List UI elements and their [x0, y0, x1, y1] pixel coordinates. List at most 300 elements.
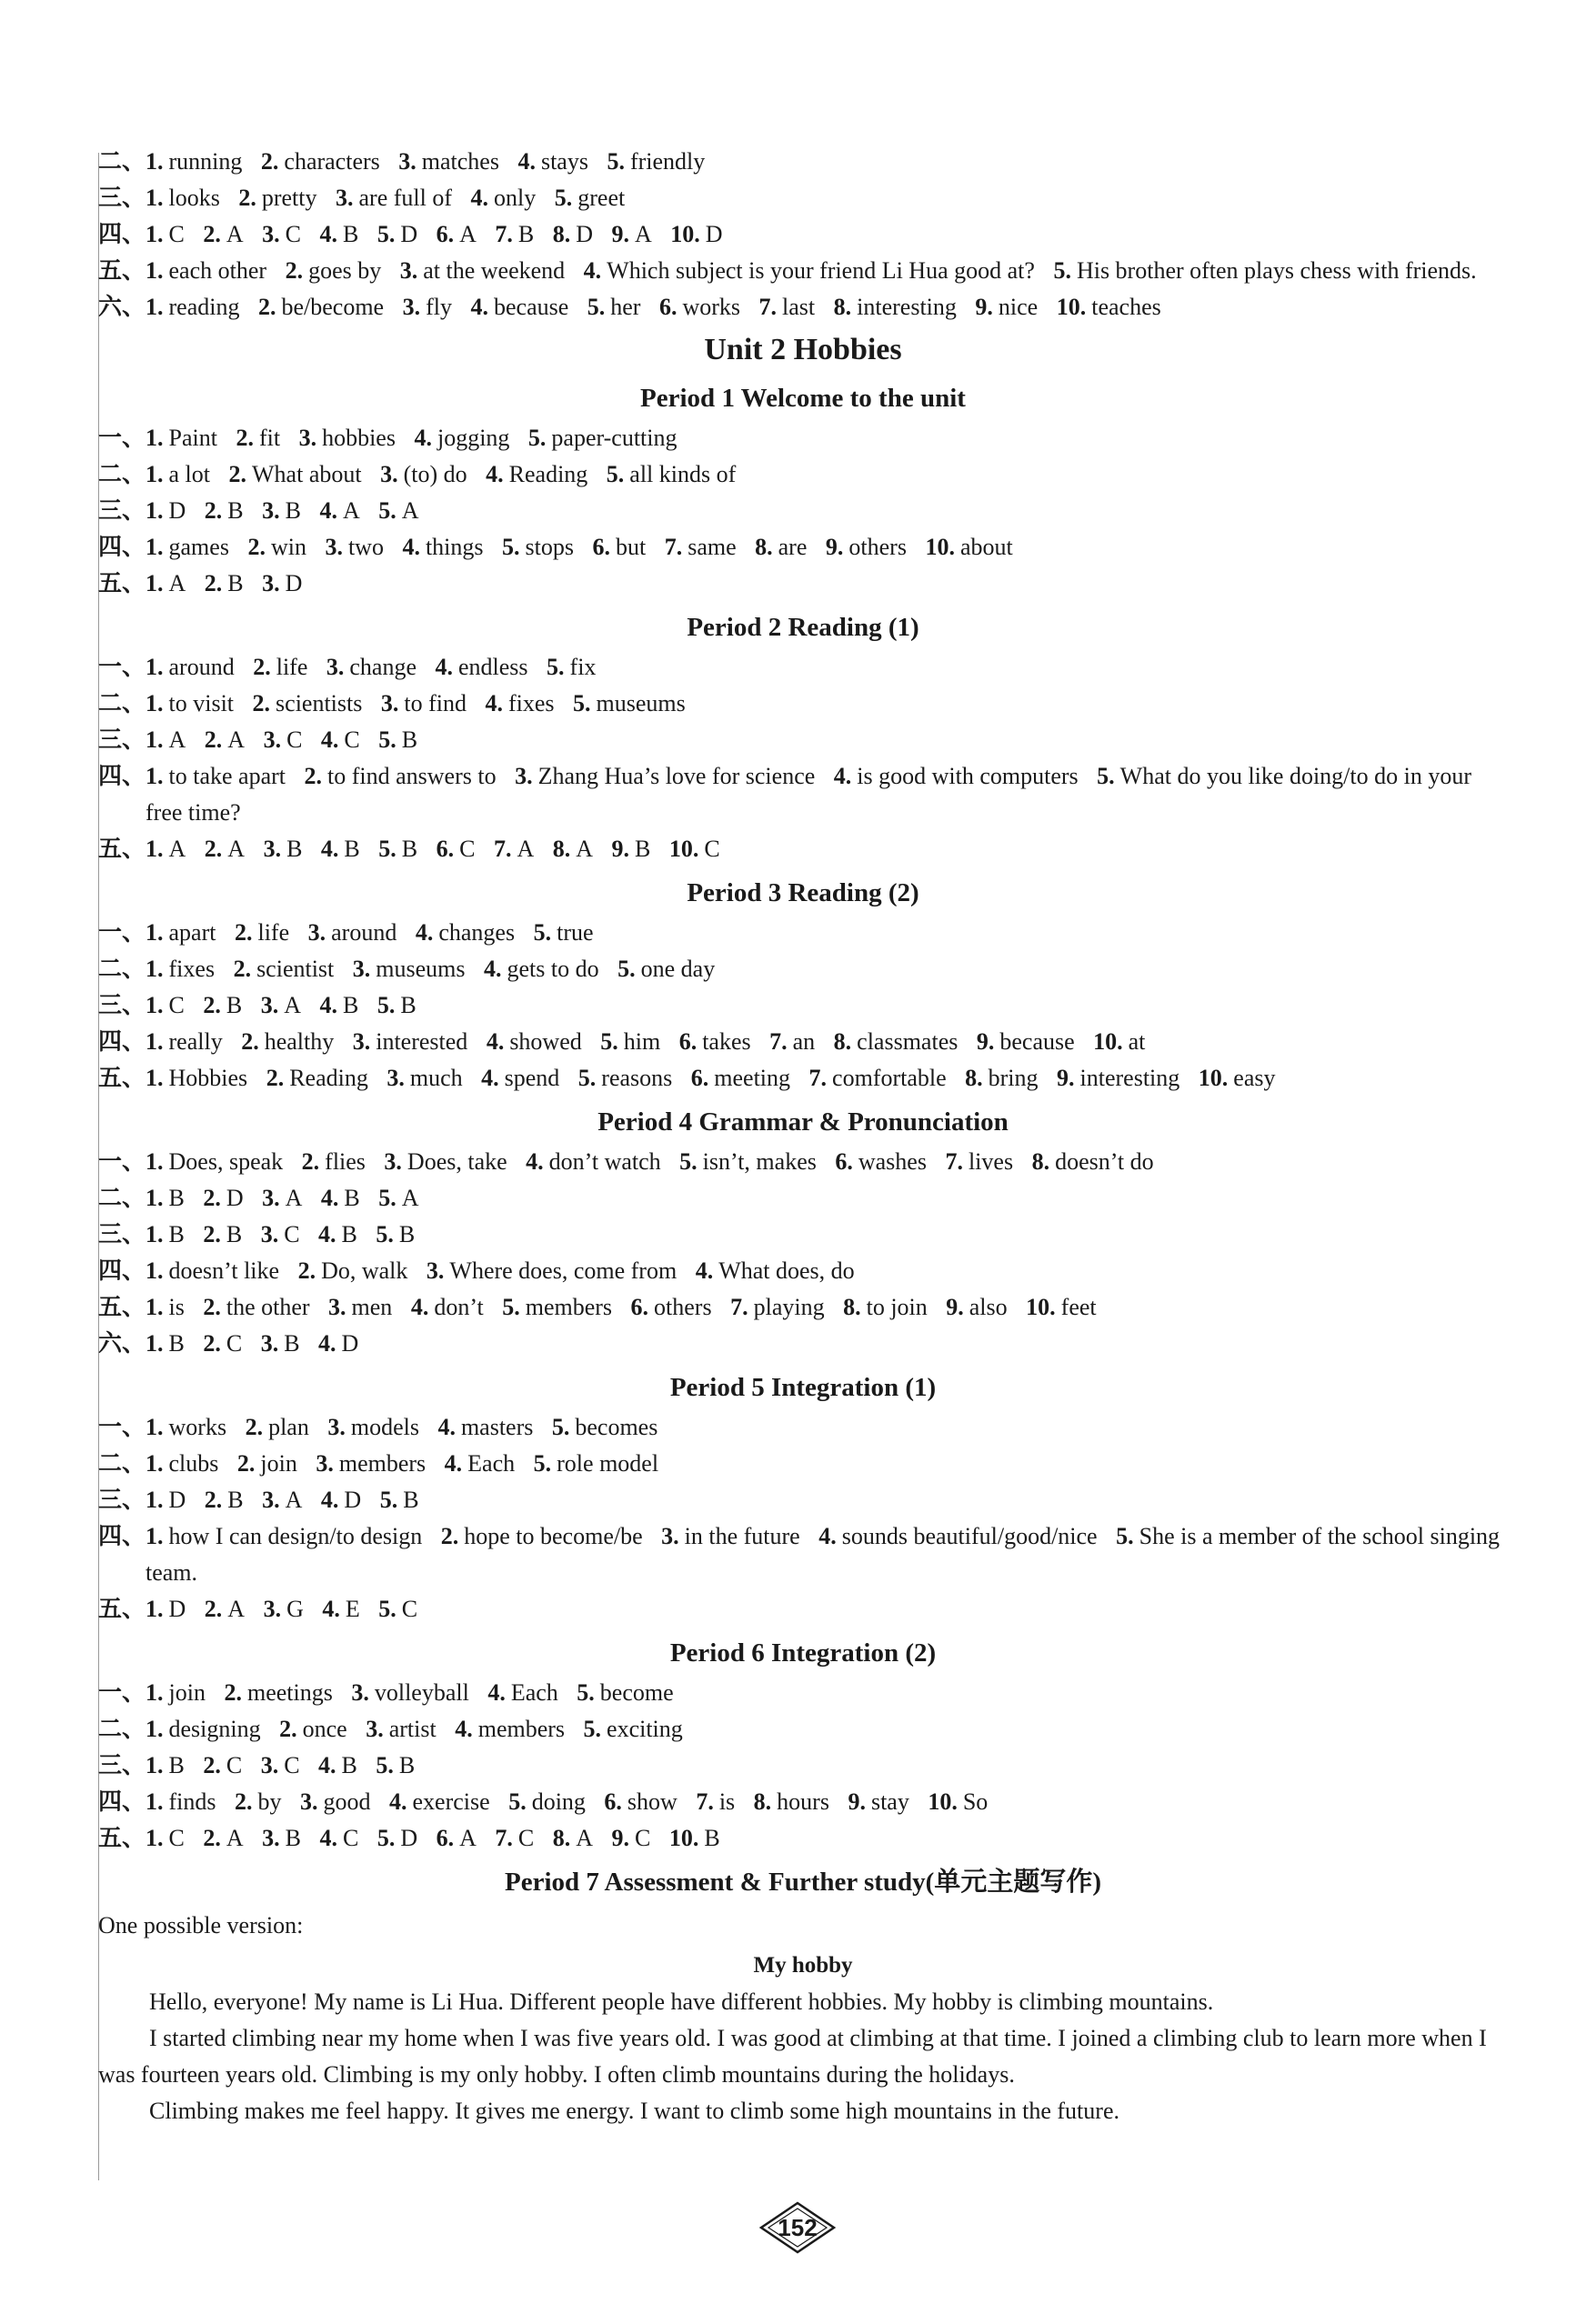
answer-item [416, 919, 515, 946]
answer-item [229, 461, 362, 487]
question-number: 10. [670, 221, 700, 247]
answer-text: A [227, 836, 246, 862]
question-number: 4. [485, 690, 503, 716]
question-number: 3. [316, 1450, 334, 1477]
question-number: 6. [658, 294, 678, 320]
answer-text: apart [168, 919, 216, 946]
answer-item [146, 690, 234, 716]
answer-item [826, 534, 907, 560]
question-number: 4. [486, 461, 504, 487]
answer-item [755, 534, 807, 560]
answer-item [378, 1185, 418, 1211]
answer-text: B [403, 1487, 419, 1513]
answer-item [264, 836, 303, 862]
answer-item [146, 1065, 247, 1091]
question-number: 4. [318, 1221, 336, 1247]
answer-text: showed [509, 1028, 582, 1055]
answer-text: A [459, 221, 477, 247]
question-number: 2. [297, 1257, 316, 1284]
question-number: 5. [617, 956, 636, 982]
answer-item [547, 654, 596, 680]
question-number: 1. [146, 956, 164, 982]
question-number: 4. [415, 919, 434, 946]
question-number: 4. [470, 294, 488, 320]
question-number: 6. [592, 534, 610, 560]
question-number: 1. [146, 221, 164, 247]
answer-text: only [494, 185, 537, 211]
question-number: 3. [260, 1752, 279, 1778]
answer-item [351, 1679, 468, 1706]
question-number: 2. [279, 1716, 297, 1742]
answer-item [400, 257, 565, 284]
question-number: 3. [262, 570, 280, 596]
answer-text: A [168, 570, 186, 596]
question-number: 8. [965, 1065, 983, 1091]
answer-item [669, 836, 720, 862]
answer-text: masters [460, 1414, 534, 1440]
answer-text: show [627, 1788, 678, 1815]
answer-line [98, 1217, 1508, 1253]
question-number: 9. [976, 1028, 995, 1055]
answer-text: meeting [714, 1065, 791, 1091]
question-number: 3. [366, 1716, 384, 1742]
answer-item [205, 497, 244, 524]
answer-item [302, 1148, 366, 1175]
answer-item [487, 1679, 557, 1706]
answer-text: What do you like doing/to do in your free time? [146, 763, 1471, 826]
answer-text: men [351, 1294, 393, 1320]
section-marker: 四、 [98, 1028, 146, 1055]
answer-text: D [285, 570, 303, 596]
section-marker: 四、 [98, 534, 146, 560]
answer-item [437, 221, 477, 247]
answer-item [146, 148, 242, 175]
answer-item [376, 1221, 415, 1247]
answer-text: B [398, 1752, 416, 1778]
question-number: 5. [378, 836, 396, 862]
answer-text: join [168, 1679, 206, 1706]
answer-text: because [999, 1028, 1075, 1055]
answer-text: also [969, 1294, 1008, 1320]
answer-text: last [782, 294, 816, 320]
answer-item [487, 1028, 582, 1055]
answer-text: at the weekend [423, 257, 566, 284]
answer-text: a lot [168, 461, 211, 487]
answer-item [1032, 1148, 1154, 1175]
section-marker: 五、 [98, 1596, 146, 1622]
answer-item [378, 497, 418, 524]
question-number: 2. [236, 425, 254, 451]
answer-text: Reading [289, 1065, 368, 1091]
answer-item [279, 1716, 347, 1742]
answer-item [555, 185, 625, 211]
answer-text: life [257, 919, 290, 946]
question-number: 2. [203, 1185, 221, 1211]
answer-text: by [257, 1788, 282, 1815]
answer-text: B [400, 992, 417, 1018]
question-number: 8. [755, 534, 773, 560]
answer-item [1057, 294, 1161, 320]
answer-item [661, 1523, 800, 1549]
question-number: 3. [262, 221, 280, 247]
answer-text: Which subject is your friend Li Hua good at? [607, 257, 1035, 284]
answer-text: museums [376, 956, 466, 982]
period-title: Period 1 Welcome to the unit [640, 384, 966, 413]
answer-item [261, 148, 380, 175]
question-number: 5. [607, 148, 625, 175]
answer-text: B [168, 1752, 185, 1778]
answer-text: D [400, 221, 418, 247]
answer-item [235, 919, 289, 946]
answer-item [299, 425, 396, 451]
answer-item [835, 1148, 927, 1175]
question-number: 5. [378, 1185, 396, 1211]
answer-item [146, 257, 266, 284]
answer-item [146, 654, 235, 680]
section-marker: 四、 [98, 1523, 146, 1549]
answer-text: isn’t, makes [702, 1148, 817, 1175]
question-number: 8. [833, 1028, 852, 1055]
answer-text: change [349, 654, 417, 680]
unit-title: Unit 2 Hobbies [704, 333, 902, 366]
answer-text: A [401, 1185, 419, 1211]
answer-item [577, 1679, 673, 1706]
question-number: 2. [203, 1221, 221, 1247]
answer-line [98, 1409, 1508, 1446]
answer-text: A [284, 992, 301, 1018]
answer-text: G [286, 1596, 304, 1622]
answer-text: sounds beautiful/good/nice [841, 1523, 1098, 1549]
question-number: 8. [1031, 1148, 1050, 1175]
answer-item [378, 726, 417, 753]
answer-item [203, 992, 242, 1018]
question-number: 4. [487, 1679, 506, 1706]
section-marker: 一、 [98, 1148, 146, 1175]
question-number: 3. [380, 461, 398, 487]
question-number: 1. [146, 919, 164, 946]
answer-item [946, 1294, 1007, 1320]
answer-text: C [168, 992, 185, 1018]
answer-item [612, 1825, 651, 1851]
answer-text: designing [168, 1716, 261, 1742]
answer-text: C [401, 1596, 418, 1622]
question-number: 10. [925, 534, 955, 560]
answer-text: doesn’t do [1055, 1148, 1154, 1175]
answer-item [965, 1065, 1038, 1091]
question-number: 5. [679, 1148, 698, 1175]
question-number: 1. [146, 726, 164, 753]
answer-item [262, 570, 302, 596]
section-marker: 五、 [98, 570, 146, 596]
answer-text: playing [753, 1294, 825, 1320]
period-2 [98, 606, 1508, 867]
period-title: Period 6 Integration (2) [669, 1638, 937, 1668]
answer-text: an [792, 1028, 816, 1055]
answer-item [353, 956, 466, 982]
answer-item [584, 1716, 683, 1742]
answer-text: museums [596, 690, 686, 716]
answer-text: D [168, 1596, 186, 1622]
essay-title: My hobby [753, 1953, 853, 1978]
answer-item [485, 690, 554, 716]
answer-item [146, 1294, 185, 1320]
section-marker: 五、 [98, 257, 146, 284]
answer-text: running [168, 148, 243, 175]
question-number: 1. [146, 257, 164, 284]
answer-text: B [168, 1185, 185, 1211]
answer-item [286, 257, 382, 284]
answer-text: fixes [507, 690, 555, 716]
question-number: 2. [260, 148, 279, 175]
answer-text: D [168, 497, 186, 524]
question-number: 4. [526, 1148, 544, 1175]
section-marker: 二、 [98, 956, 146, 982]
section-marker: 一、 [98, 1414, 146, 1440]
answer-item [384, 1148, 507, 1175]
essay-paragraph: I started climbing near my home when I was five years old. I was good at climbing at that time. I joined a climbing club to learn more when I was fourteen years old. Climbing is my only hobby. I often climb mountains during the holidays. [98, 2025, 1487, 2088]
answer-text: A [576, 836, 594, 862]
question-number: 4. [319, 497, 337, 524]
answer-text: two [347, 534, 384, 560]
question-number: 3. [262, 497, 280, 524]
question-number: 1. [146, 992, 164, 1018]
answer-line [98, 686, 1508, 722]
answer-text: B [344, 836, 360, 862]
question-number: 5. [1053, 257, 1071, 284]
answer-item [322, 1596, 359, 1622]
question-number: 3. [327, 1414, 346, 1440]
question-number: 2. [301, 1148, 320, 1175]
answer-item [441, 1523, 643, 1549]
question-number: 10. [1198, 1065, 1229, 1091]
answer-item [470, 294, 568, 320]
answer-text: B [168, 1330, 185, 1357]
answer-item [494, 836, 534, 862]
question-number: 3. [325, 534, 343, 560]
question-number: 4. [319, 1825, 337, 1851]
answer-text: clubs [168, 1450, 219, 1477]
essay-intro: One possible version: [98, 1912, 304, 1938]
answer-text: His brother often plays chess with friends. [1076, 257, 1477, 284]
question-number: 1. [146, 1185, 164, 1211]
section-marker: 三、 [98, 1487, 146, 1513]
answer-item [769, 1028, 815, 1055]
question-number: 2. [204, 570, 223, 596]
answer-text: B [704, 1825, 720, 1851]
question-number: 4. [389, 1788, 407, 1815]
answer-text: C [344, 726, 360, 753]
answer-item [146, 1487, 186, 1513]
question-number: 3. [300, 1788, 318, 1815]
question-number: 1. [146, 570, 164, 596]
question-number: 5. [551, 1414, 570, 1440]
answer-text: doing [531, 1788, 586, 1815]
answer-text: A [226, 1825, 244, 1851]
question-number: 8. [552, 1825, 571, 1851]
answer-item [402, 534, 483, 560]
question-number: 3. [263, 836, 282, 862]
question-number: 5. [1116, 1523, 1134, 1549]
answer-text: to find [404, 690, 467, 716]
answer-item [925, 534, 1012, 560]
answer-text: changes [438, 919, 516, 946]
answer-item [261, 1221, 300, 1247]
section-marker: 六、 [98, 294, 146, 320]
answer-item [146, 1523, 422, 1549]
answer-text: each other [168, 257, 267, 284]
answer-item [146, 1788, 216, 1815]
question-number: 2. [203, 221, 221, 247]
answer-text: (to) do [403, 461, 467, 487]
question-number: 1. [146, 294, 164, 320]
answer-item [298, 1257, 408, 1284]
answer-text: C [284, 1752, 300, 1778]
answer-item [445, 1450, 515, 1477]
answer-item [502, 1294, 612, 1320]
question-number: 5. [1097, 763, 1115, 789]
question-number: 6. [436, 1825, 455, 1851]
question-number: 2. [203, 1825, 221, 1851]
question-number: 4. [444, 1450, 463, 1477]
answer-text: friendly [629, 148, 706, 175]
section-marker: 二、 [98, 1185, 146, 1211]
answer-item [1093, 1028, 1145, 1055]
question-number: 2. [204, 497, 223, 524]
question-number: 1. [146, 1523, 164, 1549]
answer-item [146, 461, 210, 487]
question-number: 1. [146, 763, 164, 789]
answer-text: flies [325, 1148, 366, 1175]
answer-text: lives [968, 1148, 1014, 1175]
section-marker: 五、 [98, 1825, 146, 1851]
answer-item [146, 763, 286, 789]
question-number: 7. [664, 534, 683, 560]
section-marker: 一、 [98, 1679, 146, 1706]
question-number: 2. [253, 654, 271, 680]
answer-text: feet [1060, 1294, 1097, 1320]
question-number: 7. [495, 1825, 513, 1851]
question-number: 7. [769, 1028, 788, 1055]
answer-text: A [342, 497, 360, 524]
question-number: 2. [203, 992, 221, 1018]
question-number: 2. [234, 919, 253, 946]
answer-text: works [682, 294, 741, 320]
answer-item [495, 221, 534, 247]
answer-text: are [778, 534, 808, 560]
answer-line [98, 529, 1508, 566]
question-number: 4. [320, 726, 339, 753]
answer-text: much [409, 1065, 463, 1091]
question-number: 1. [146, 461, 164, 487]
period-1 [98, 376, 1508, 602]
answer-text: takes [702, 1028, 751, 1055]
question-number: 10. [1056, 294, 1087, 320]
answer-item [631, 1294, 712, 1320]
question-number: 5. [378, 497, 396, 524]
answer-item [321, 836, 360, 862]
answer-text: B [517, 221, 535, 247]
answer-text: works [168, 1414, 227, 1440]
answer-text: C [226, 1752, 243, 1778]
answer-text: B [342, 992, 359, 1018]
answer-item [326, 654, 417, 680]
question-number: 4. [484, 956, 502, 982]
answer-item [146, 1257, 279, 1284]
answer-item [327, 1414, 419, 1440]
answer-text: C [168, 221, 185, 247]
answer-item [612, 221, 652, 247]
question-number: 7. [696, 1788, 714, 1815]
answer-text: interesting [857, 294, 957, 320]
answer-content [98, 144, 1508, 2129]
answer-item [203, 1221, 242, 1247]
answer-text: Where does, come from [449, 1257, 678, 1284]
question-number: 6. [630, 1294, 649, 1320]
answer-text: C [286, 726, 303, 753]
answer-text: A [227, 726, 246, 753]
answer-item [437, 1414, 533, 1440]
answer-item [679, 1028, 751, 1055]
answer-item [253, 690, 363, 716]
answer-item [848, 1788, 908, 1815]
answer-text: models [350, 1414, 419, 1440]
answer-item [205, 1596, 245, 1622]
question-number: 5. [508, 1788, 527, 1815]
question-number: 5. [527, 425, 547, 451]
question-number: 2. [224, 1679, 242, 1706]
answer-text: B [285, 1825, 301, 1851]
answer-text: be/become [281, 294, 385, 320]
question-number: 1. [146, 1065, 164, 1091]
question-number: 4. [435, 654, 453, 680]
question-number: 5. [376, 1825, 396, 1851]
answer-item [146, 1185, 185, 1211]
answer-item [238, 185, 316, 211]
section-marker: 四、 [98, 221, 146, 247]
answer-text: B [168, 1221, 185, 1247]
answer-item [515, 763, 815, 789]
question-number: 10. [1093, 1028, 1123, 1055]
question-number: 4. [486, 1028, 505, 1055]
answer-text: members [338, 1450, 427, 1477]
answer-text: around [168, 654, 235, 680]
answer-item [264, 726, 303, 753]
question-number: 8. [843, 1294, 861, 1320]
answer-item [253, 654, 307, 680]
answer-text: join [260, 1450, 297, 1477]
question-number: 5. [378, 1596, 396, 1622]
question-number: 1. [146, 1716, 164, 1742]
answer-item [146, 570, 186, 596]
answer-item [573, 690, 686, 716]
answer-text: B [226, 992, 243, 1018]
question-number: 1. [146, 1221, 164, 1247]
answer-item [526, 1148, 661, 1175]
answer-text: hours [777, 1788, 829, 1815]
answer-line [98, 1784, 1508, 1820]
question-number: 4. [583, 257, 602, 284]
answer-text: finds [168, 1788, 216, 1815]
answer-text: spend [504, 1065, 560, 1091]
answer-text: Paint [168, 425, 217, 451]
question-number: 3. [328, 1294, 346, 1320]
answer-text: hope to become/be [464, 1523, 643, 1549]
answer-text: because [493, 294, 569, 320]
answer-text: exciting [607, 1716, 683, 1742]
answer-line [98, 1326, 1508, 1362]
answer-item [146, 221, 185, 247]
answer-text: Reading [508, 461, 588, 487]
